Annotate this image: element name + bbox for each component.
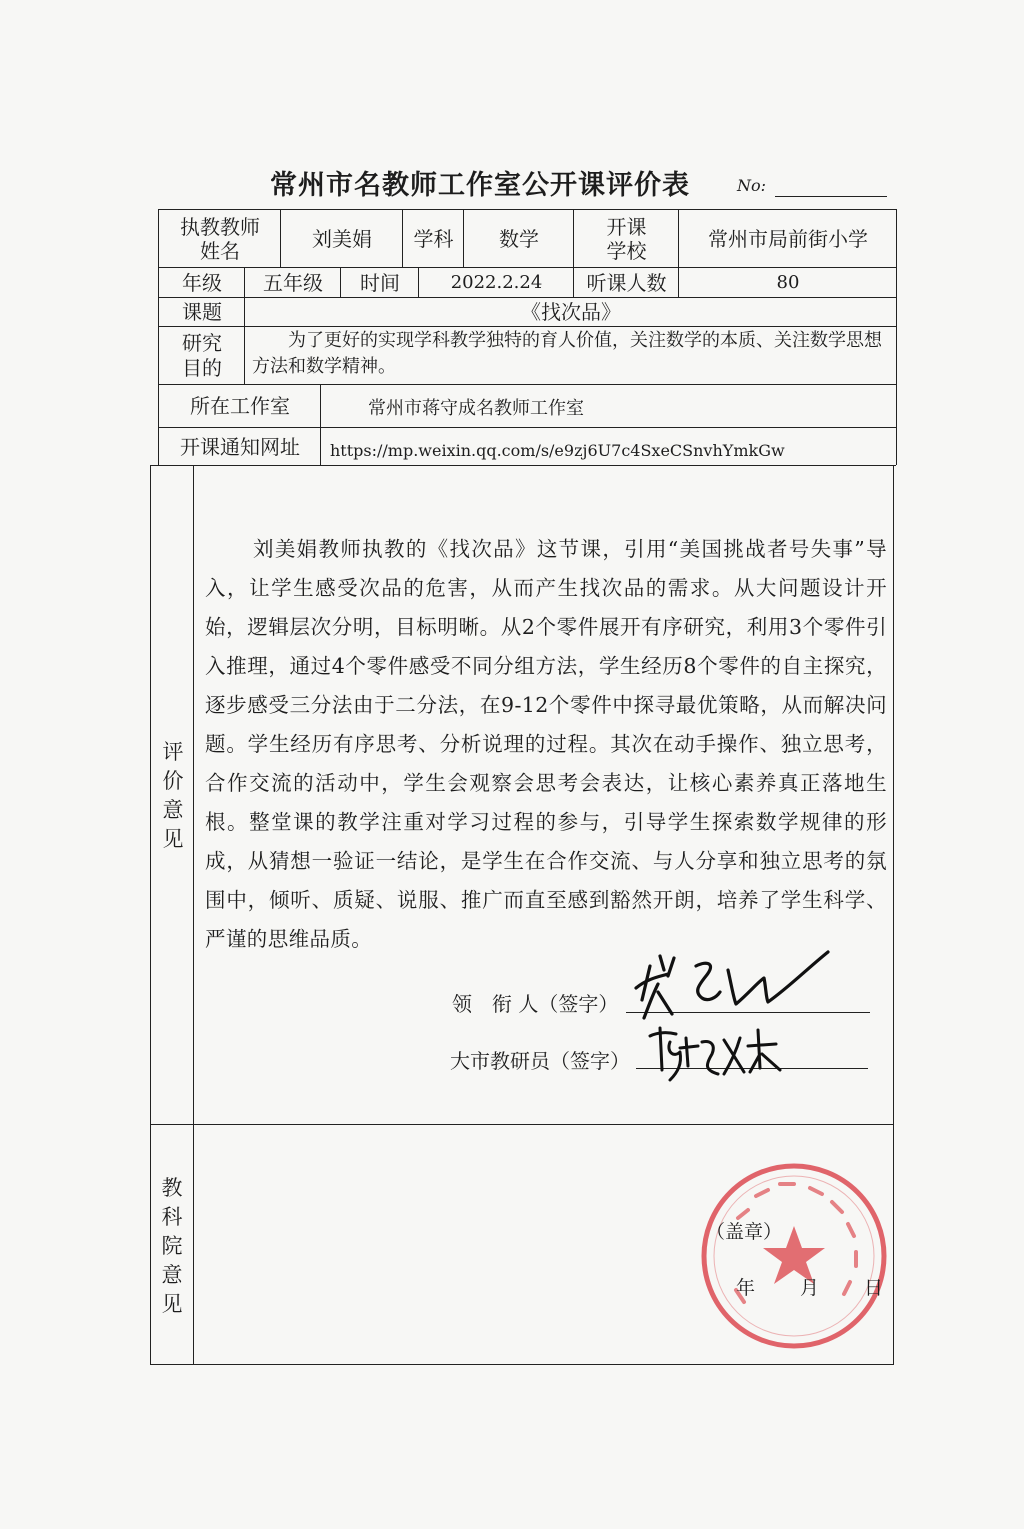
url-label: 开课通知网址 — [180, 434, 300, 459]
purpose-label: 研究 目的 — [182, 330, 222, 380]
year-label: 年 — [736, 1277, 756, 1299]
teacher-name-label: 执教教师 姓名 — [180, 214, 260, 263]
evaluation-text: 刘美娟教师执教的《找次品》这节课，引用“美国挑战者号失事”导入，让学生感受次品的危害，从而产生找次品的需求。从大问题设计开始，逻辑层次分明，目标明晰。从2个零件展开有序研究，利用3个零件引入推理，通过4个零件感受不同分组方法，学生经历8个零件的自主探究，逐步感受三分法由于二分法，在9-12个零件中探寻最优策略，从而解决问题。学生经历有序思考、分析说理的过程。其次在动手操作、独立思考，合作交流的活动中，学生会观察会思考会表达，让核心素养真正落地生根。整堂课的教学注重对学习过程的参与，引导学生探索数学规律的形成，从猜想一验证一结论，是学生在合作交流、与人分享和独立思考的氛围中，倾听、质疑、说服、推广而直至感到豁然开朗，培养了学生科学、严谨的思维品质。 — [205, 537, 887, 951]
teacher-name-value: 刘美娟 — [312, 226, 372, 251]
evaluation-label: 评 价 意 见 — [162, 740, 184, 851]
subject-label: 学科 — [413, 226, 454, 251]
academy-opinion-label: 教 科 院 意 见 — [161, 1176, 183, 1316]
topic-label: 课题 — [182, 300, 222, 324]
month-label: 月 — [800, 1277, 820, 1299]
number-label: No: — [737, 176, 767, 195]
school-value: 常州市局前街小学 — [708, 226, 868, 251]
topic-value: 《找次品》 — [521, 300, 621, 324]
subject-value: 数学 — [499, 226, 539, 251]
researcher-signature-image — [640, 1012, 800, 1092]
grade-label: 年级 — [182, 270, 222, 295]
audience-label: 听课人数 — [586, 270, 667, 295]
studio-value: 常州市蒋守成名教师工作室 — [368, 398, 584, 420]
audience-value: 80 — [776, 271, 800, 293]
leader-signature-label: 领 衔 人（签字） — [452, 992, 619, 1016]
number-field[interactable] — [775, 196, 887, 197]
seal-label: （盖章） — [706, 1221, 783, 1243]
school-label: 开课 学校 — [606, 214, 647, 263]
time-label: 时间 — [360, 270, 400, 295]
day-label: 日 — [864, 1277, 884, 1299]
purpose-value: 为了更好的实现学科教学独特的育人价值，关注数学的本质、关注数学思想方法和数学精神。 — [252, 330, 882, 377]
grade-value: 五年级 — [263, 270, 323, 295]
studio-label: 所在工作室 — [190, 394, 290, 418]
url-value[interactable]: https://mp.weixin.qq.com/s/e9zj6U7c4SxeCSnvhYmkGw — [330, 440, 785, 460]
researcher-signature-label: 大市教研员（签字） — [450, 1049, 630, 1073]
time-value: 2022.2.24 — [450, 271, 543, 293]
form-title: 常州市名教师工作室公开课评价表 — [270, 170, 690, 201]
official-seal-stamp — [698, 1160, 890, 1352]
